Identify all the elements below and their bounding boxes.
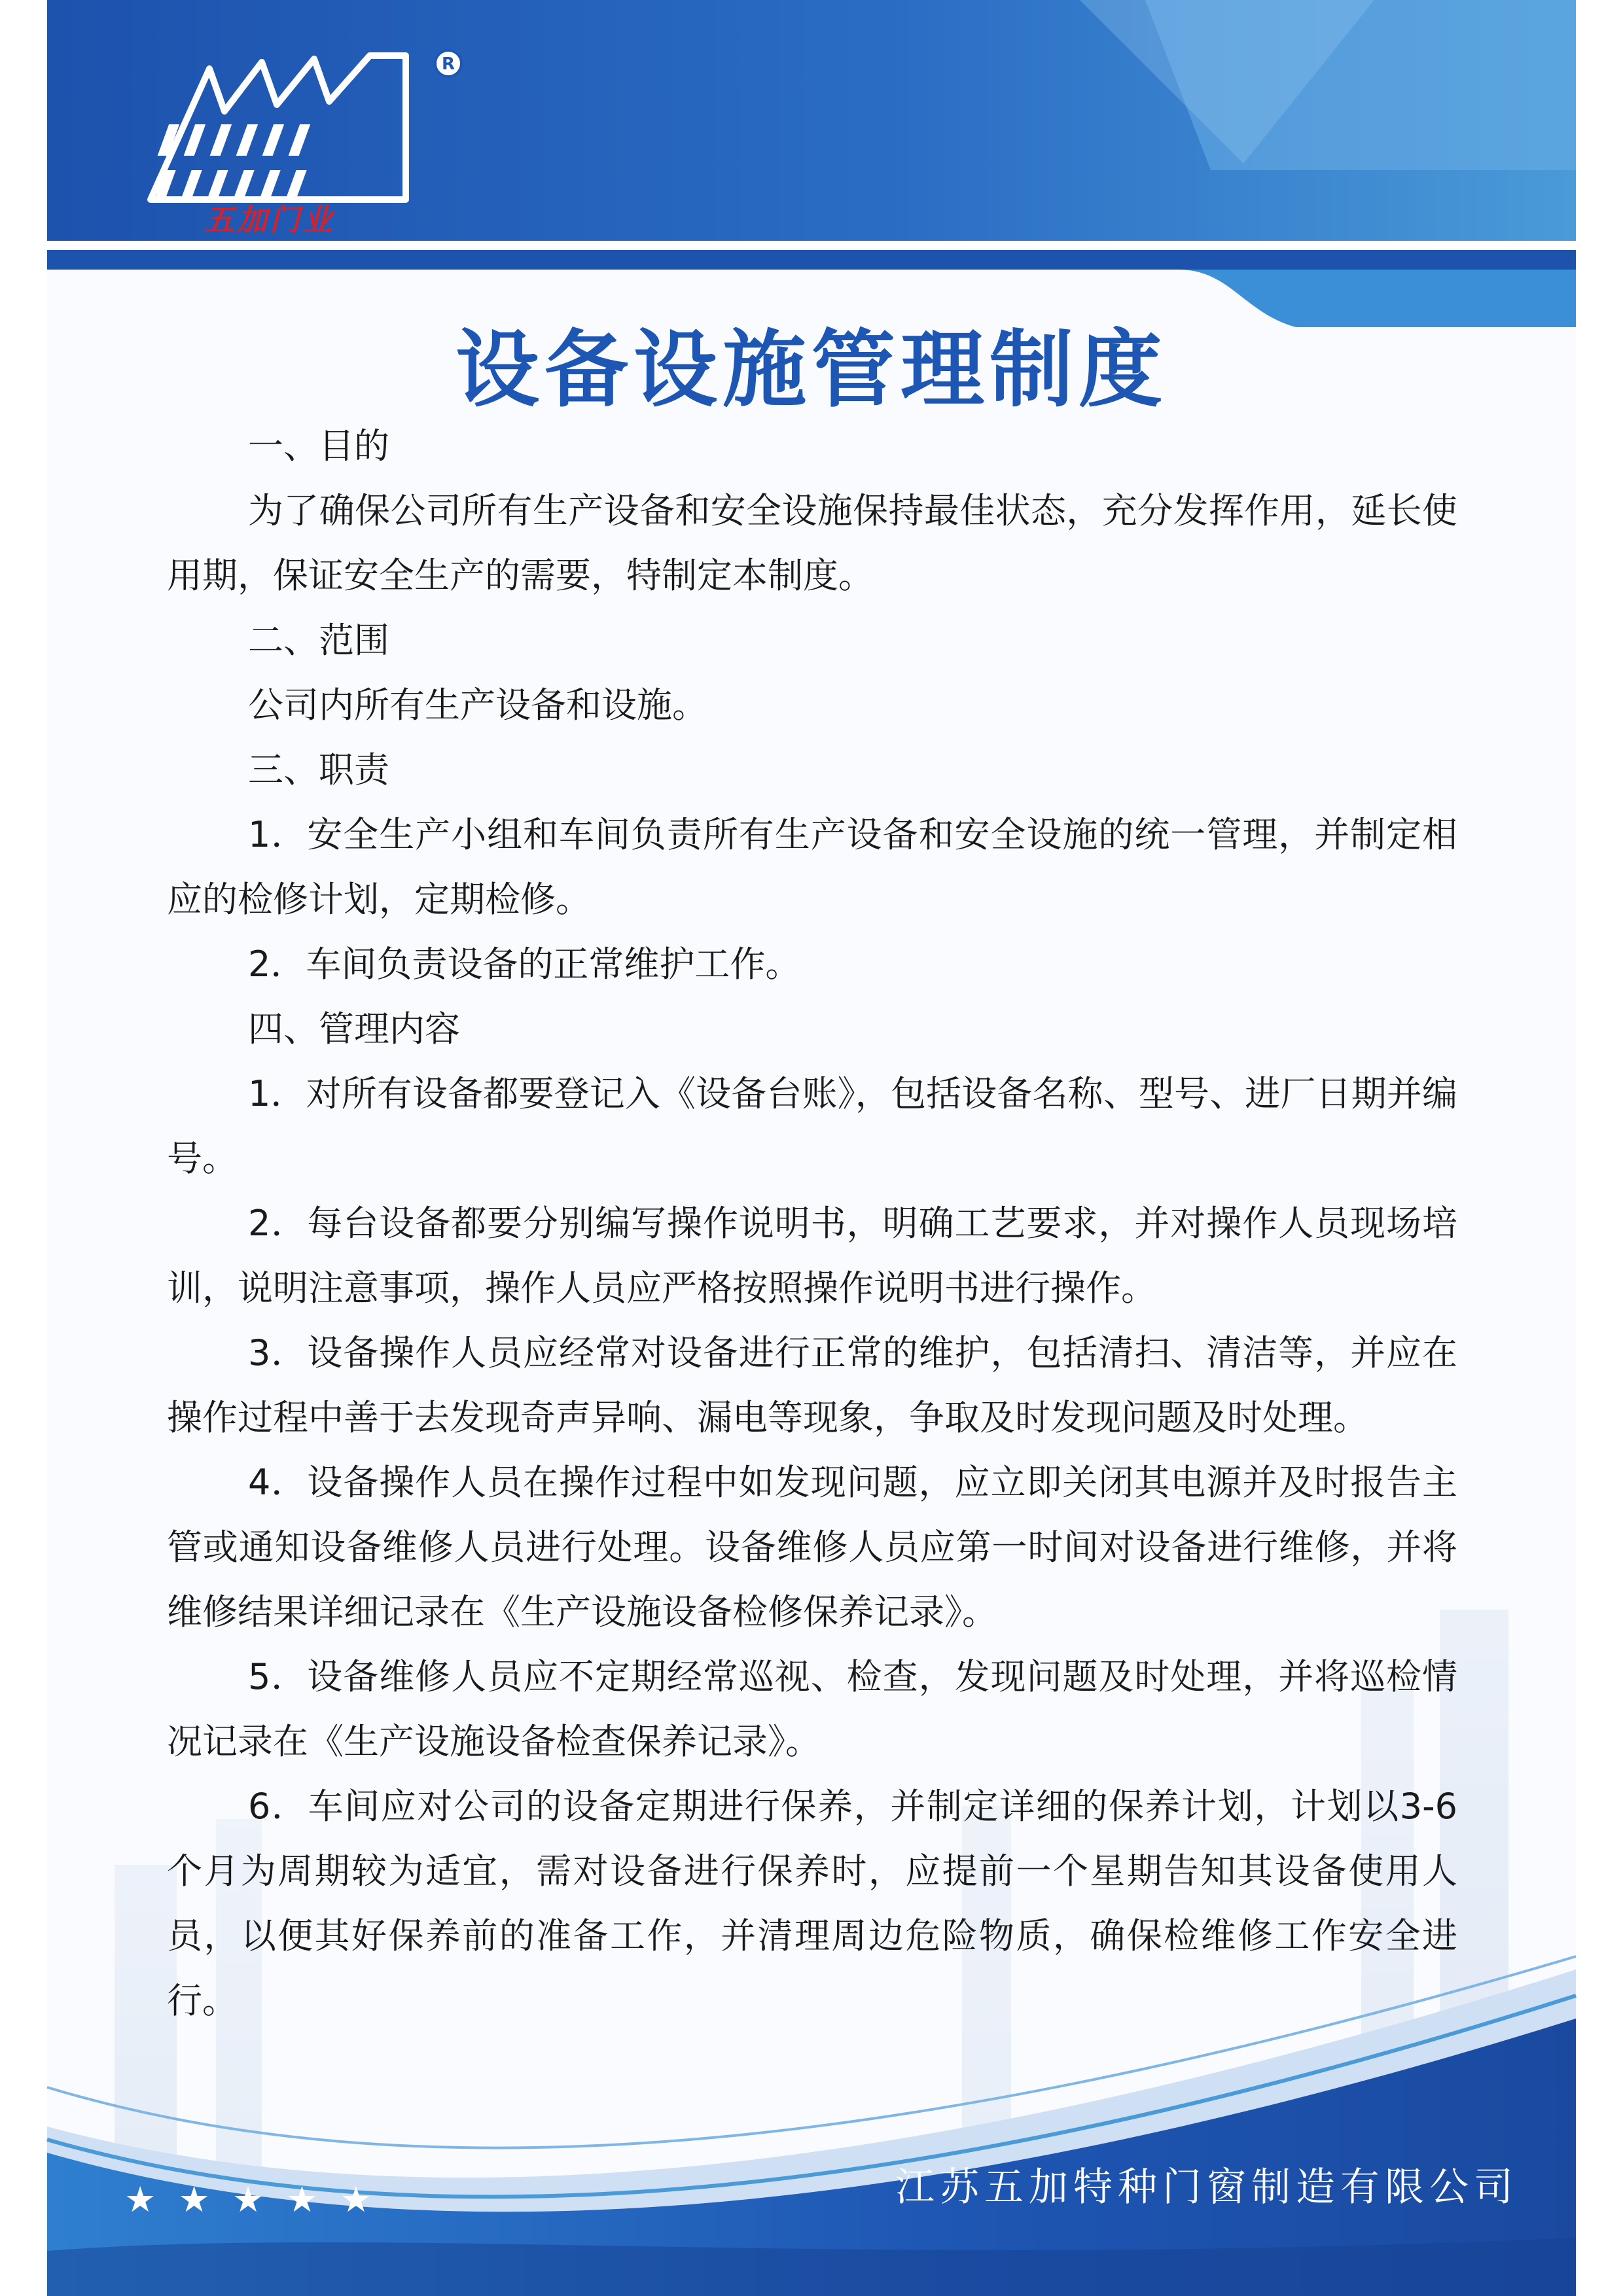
logo-text: 五加门业 — [204, 202, 335, 238]
star-icon: ★ — [124, 2179, 156, 2220]
section-heading: 一、目的 — [248, 425, 389, 467]
paragraph: 3．设备操作人员应经常对设备进行正常的维护，包括清扫、清洁等，并应在操作过程中善于去发现奇声异响、漏电等现象，争取及时发现问题及时处理。 — [167, 1332, 1457, 1438]
star-icon: ★ — [286, 2179, 318, 2220]
star-icon: ★ — [340, 2179, 372, 2220]
paragraph: 1．对所有设备都要登记入《设备台账》，包括设备名称、型号、进厂日期并编号。 — [167, 1073, 1457, 1179]
paragraph: 为了确保公司所有生产设备和安全设施保持最佳状态，充分发挥作用，延长使用期，保证安全生产的需要，特制定本制度。 — [167, 490, 1457, 596]
star-rating — [124, 2179, 372, 2220]
section-heading: 三、职责 — [248, 749, 389, 790]
section-heading: 四、管理内容 — [248, 1008, 460, 1050]
star-icon: ★ — [178, 2179, 210, 2220]
footer-company-name: 江苏五加特种门窗制造有限公司 — [895, 2164, 1518, 2210]
paragraph: 1．安全生产小组和车间负责所有生产设备和安全设施的统一管理，并制定相应的检修计划，定期检修。 — [167, 814, 1457, 920]
section-heading: 二、范围 — [248, 620, 389, 661]
paragraph: 5．设备维修人员应不定期经常巡视、检查，发现问题及时处理，并将巡检情况记录在《生产设施设备检查保养记录》。 — [167, 1656, 1457, 1762]
star-icon: ★ — [232, 2179, 264, 2220]
document-body — [167, 414, 1457, 2033]
paragraph: 4．设备操作人员在操作过程中如发现问题，应立即关闭其电源并及时报告主管或通知设备维修人员进行处理。设备维修人员应第一时间对设备进行维修，并将维修结果详细记录在《生产设施设备检修保养记录》。 — [167, 1462, 1457, 1633]
paragraph: 公司内所有生产设备和设施。 — [248, 684, 707, 726]
paragraph: 6．车间应对公司的设备定期进行保养，并制定详细的保养计划，计划以3-6个月为周期较为适宜，需对设备进行保养时，应提前一个星期告知其设备使用人员，以便其好保养前的准备工作，并清理周边危险物质，确保检维修工作安全进行。 — [167, 1786, 1457, 2021]
paragraph: 2．每台设备都要分别编写操作说明书，明确工艺要求，并对操作人员现场培训，说明注意事项，操作人员应严格按照操作说明书进行操作。 — [167, 1203, 1457, 1309]
page-title: 设备设施管理制度 — [455, 321, 1168, 419]
paragraph: 2．车间负责设备的正常维护工作。 — [248, 944, 801, 985]
registered-mark: R — [441, 54, 455, 74]
